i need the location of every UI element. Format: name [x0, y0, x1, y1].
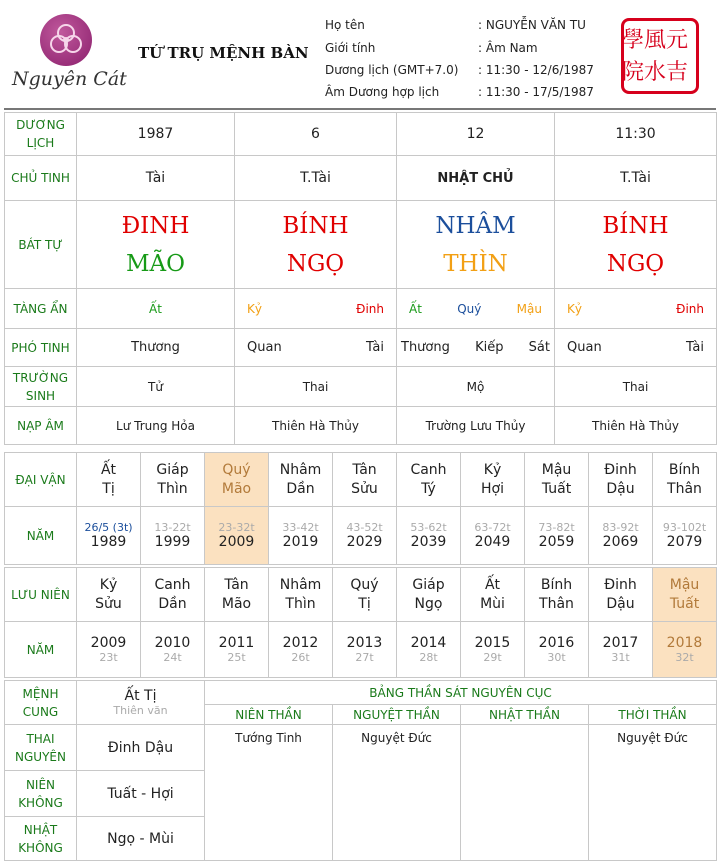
logo-icon	[40, 14, 92, 66]
age-text: 30t	[547, 651, 566, 664]
luu-nien-row	[5, 568, 717, 622]
age-text: 26t	[291, 651, 310, 664]
label-nhat-khong: NHẬT KHÔNG	[5, 817, 77, 861]
pho-tinh-item: Kiếp	[475, 340, 504, 355]
pillar-month	[235, 201, 397, 289]
thai-nguyen-row	[5, 725, 717, 771]
dai-van-cell	[525, 453, 589, 507]
age-text: 23-32t	[218, 521, 255, 534]
chi-text: Hợi	[481, 480, 504, 497]
chi-text: Thìn	[285, 595, 316, 612]
dai-van-cell	[205, 453, 269, 507]
tang-an-cell	[397, 289, 555, 329]
year-text: 2049	[474, 534, 511, 550]
can-text: ĐINH	[121, 212, 190, 239]
dai-van-cell	[333, 453, 397, 507]
age-text: 53-62t	[410, 521, 447, 534]
chi-text: Tị	[358, 595, 371, 612]
than-sat-header: THỜI THẦN	[589, 705, 717, 725]
divider	[4, 108, 716, 110]
chi-text: Dậu	[606, 480, 635, 497]
than-sat-header: NHẬT THẦN	[461, 705, 589, 725]
chi-text: NGỌ	[286, 250, 345, 277]
chi-text: Mão	[221, 595, 252, 612]
row-chu-tinh	[5, 156, 717, 201]
age-text: 32t	[675, 651, 694, 664]
year-text: 2015	[474, 635, 511, 651]
age-text: 31t	[611, 651, 630, 664]
than-sat-header: NGUYỆT THẦN	[333, 705, 461, 725]
dai-van-cell	[141, 453, 205, 507]
label-nap-am: NẠP ÂM	[5, 407, 77, 445]
label-truong-sinh: TRƯỜNG SINH	[5, 367, 77, 407]
pho-tinh-cell	[235, 329, 397, 367]
age-text: 23t	[99, 651, 118, 664]
chi-text: Tuất	[669, 595, 700, 612]
label-luu-nien: LƯU NIÊN	[5, 568, 77, 622]
year-text: 2016	[538, 635, 575, 651]
logo-text: Nguyên Cát	[12, 68, 127, 90]
age-text: 43-52t	[346, 521, 383, 534]
nien-khong-value: Tuất - Hợi	[77, 771, 205, 817]
year-text: 2009	[218, 534, 255, 550]
chi-text: Thìn	[157, 480, 188, 497]
than-sat-value: Nguyệt Đức	[333, 725, 461, 861]
info-label: Họ tên	[325, 18, 365, 32]
age-text: 26/5 (3t)	[84, 521, 133, 534]
age-text: 63-72t	[474, 521, 511, 534]
luu-nien-year-cell	[77, 622, 141, 678]
cell-hour: 11:30	[555, 113, 717, 156]
cell-year: 1987	[77, 113, 235, 156]
row-truong-sinh	[5, 367, 717, 407]
pillar-year	[77, 201, 235, 289]
year-text: 2010	[154, 635, 191, 651]
dai-van-year-cell	[397, 507, 461, 565]
chi-text: Dần	[158, 595, 187, 612]
info-value: : Âm Nam	[478, 41, 538, 55]
year-text: 2017	[602, 635, 639, 651]
truong-sinh-value: Thai	[235, 367, 397, 407]
pho-tinh-item: Quan	[567, 340, 602, 355]
luu-nien-year-cell	[461, 622, 525, 678]
label-dai-van: ĐẠI VẬN	[5, 453, 77, 507]
chu-tinh-value: Tài	[77, 156, 235, 201]
than-sat-value: Nguyệt Đức	[589, 725, 717, 861]
dai-van-year-row	[5, 507, 717, 565]
header	[0, 0, 720, 110]
cell-month: 6	[235, 113, 397, 156]
luu-nien-year-cell	[269, 622, 333, 678]
chi-text: NGỌ	[606, 250, 665, 277]
dai-van-year-cell	[205, 507, 269, 565]
age-text: 93-102t	[662, 521, 707, 534]
tang-an-item: Kỷ	[247, 301, 262, 316]
label-bat-tu: BÁT TỰ	[5, 201, 77, 289]
chi-text: Thân	[667, 480, 702, 497]
dai-van-year-cell	[77, 507, 141, 565]
can-text: Bính	[668, 461, 701, 478]
tang-an-item: Kỷ	[567, 301, 582, 316]
label-nien-khong: NIÊN KHÔNG	[5, 771, 77, 817]
menh-cung-sub: Thiên văn	[113, 704, 168, 717]
than-sat-value	[461, 725, 589, 861]
chi-text: Tị	[102, 480, 115, 497]
menh-cung-cell	[77, 681, 205, 725]
menh-cung-value: Ất Tị	[124, 688, 157, 704]
dai-van-year-cell	[589, 507, 653, 565]
row-tang-an	[5, 289, 717, 329]
nap-am-value: Trường Lưu Thủy	[397, 407, 555, 445]
can-text: Canh	[154, 576, 191, 593]
can-text: Mậu	[669, 576, 700, 593]
info-value: : 11:30 - 17/5/1987	[478, 85, 594, 99]
row-bat-tu	[5, 201, 717, 289]
pho-tinh-item: Quan	[247, 340, 282, 355]
pho-tinh-cell	[555, 329, 717, 367]
tang-an-item: Đinh	[676, 301, 704, 316]
chi-text: Dậu	[606, 595, 635, 612]
dai-van-year-cell	[461, 507, 525, 565]
luu-nien-year-cell	[653, 622, 717, 678]
can-text: Ất	[100, 461, 117, 478]
age-text: 28t	[419, 651, 438, 664]
seal-stamp: 元 吉 風 水 學 院	[621, 18, 699, 94]
age-text: 73-82t	[538, 521, 575, 534]
nap-am-value: Lư Trung Hỏa	[77, 407, 235, 445]
luu-nien-year-cell	[333, 622, 397, 678]
dai-van-year-cell	[269, 507, 333, 565]
luu-nien-year-cell	[397, 622, 461, 678]
can-text: Quý	[350, 576, 379, 593]
label-nam: NĂM	[5, 507, 77, 565]
label-chu-tinh: CHỦ TINH	[5, 156, 77, 201]
info-value: : 11:30 - 12/6/1987	[478, 63, 594, 77]
dai-van-cell	[397, 453, 461, 507]
year-text: 2018	[666, 635, 703, 651]
tang-an-item: Đinh	[356, 301, 384, 316]
can-text: Quý	[222, 461, 251, 478]
tang-an-item: Ất	[409, 301, 422, 316]
dai-van-year-cell	[141, 507, 205, 565]
age-text: 25t	[227, 651, 246, 664]
luu-nien-year-row	[5, 622, 717, 678]
year-text: 2029	[346, 534, 383, 550]
can-text: Kỷ	[99, 576, 118, 593]
year-text: 2014	[410, 635, 447, 651]
can-text: Kỷ	[483, 461, 502, 478]
luu-nien-year-cell	[141, 622, 205, 678]
can-text: Nhâm	[279, 576, 322, 593]
than-sat-value: Tướng Tinh	[205, 725, 333, 861]
nap-am-value: Thiên Hà Thủy	[235, 407, 397, 445]
luu-nien-cell	[525, 568, 589, 622]
pillar-hour	[555, 201, 717, 289]
nhat-khong-value: Ngọ - Mùi	[77, 817, 205, 861]
label-menh-cung: MỆNH CUNG	[5, 681, 77, 725]
year-text: 2069	[602, 534, 639, 550]
chi-text: MÃO	[125, 250, 186, 277]
year-text: 2039	[410, 534, 447, 550]
can-text: Mậu	[541, 461, 572, 478]
year-text: 1989	[90, 534, 127, 550]
dai-van-cell	[589, 453, 653, 507]
can-text: Nhâm	[279, 461, 322, 478]
chi-text: Sửu	[95, 595, 122, 612]
pillar-day	[397, 201, 555, 289]
chi-text: Mùi	[480, 595, 505, 612]
pillars-table	[4, 112, 717, 445]
dai-van-cell	[269, 453, 333, 507]
year-text: 2013	[346, 635, 383, 651]
pho-tinh-item: Tài	[685, 340, 704, 355]
luu-nien-year-cell	[589, 622, 653, 678]
tang-an-cell	[77, 289, 235, 329]
luu-nien-cell	[269, 568, 333, 622]
pho-tinh-item: Tài	[365, 340, 384, 355]
dai-van-cell	[653, 453, 717, 507]
thai-nguyen-value: Đinh Dậu	[77, 725, 205, 771]
chu-tinh-value: T.Tài	[235, 156, 397, 201]
chu-tinh-value: NHẬT CHỦ	[397, 156, 555, 201]
can-text: Giáp	[156, 461, 189, 478]
row-pho-tinh	[5, 329, 717, 367]
label-tang-an: TÀNG ẨN	[5, 289, 77, 329]
dai-van-table	[4, 452, 717, 565]
chi-text: Dần	[286, 480, 315, 497]
than-sat-title: BẢNG THẦN SÁT NGUYÊN CỤC	[205, 681, 717, 705]
pho-tinh-item: Thương	[131, 340, 180, 355]
tang-an-item: Quý	[457, 301, 482, 316]
info-label: Dương lịch (GMT+7.0)	[325, 63, 459, 77]
age-text: 13-22t	[154, 521, 191, 534]
tang-an-item: Mậu	[516, 301, 542, 316]
chi-text: Tuất	[541, 480, 572, 497]
can-text: Tân	[352, 461, 377, 478]
can-text: Tân	[224, 576, 249, 593]
pho-tinh-cell	[77, 329, 235, 367]
truong-sinh-value: Thai	[555, 367, 717, 407]
chi-text: Sửu	[351, 480, 378, 497]
cell-day: 12	[397, 113, 555, 156]
dai-van-year-cell	[653, 507, 717, 565]
tang-an-cell	[555, 289, 717, 329]
age-text: 83-92t	[602, 521, 639, 534]
luu-nien-year-cell	[205, 622, 269, 678]
luu-nien-cell	[205, 568, 269, 622]
can-text: BÍNH	[282, 212, 349, 239]
age-text: 24t	[163, 651, 182, 664]
chi-text: Thân	[539, 595, 574, 612]
dai-van-cell	[77, 453, 141, 507]
luu-nien-table	[4, 567, 717, 678]
truong-sinh-value: Tử	[77, 367, 235, 407]
can-text: Đinh	[604, 461, 637, 478]
year-text: 2079	[666, 534, 703, 550]
luu-nien-cell	[77, 568, 141, 622]
luu-nien-cell	[141, 568, 205, 622]
age-text: 27t	[355, 651, 374, 664]
dai-van-cell	[461, 453, 525, 507]
bottom-table	[4, 680, 717, 861]
pho-tinh-cell	[397, 329, 555, 367]
chi-text: THÌN	[443, 250, 508, 277]
pho-tinh-item: Thương	[401, 340, 450, 355]
info-label: Giới tính	[325, 41, 376, 55]
dai-van-year-cell	[525, 507, 589, 565]
label-thai-nguyen: THAI NGUYÊN	[5, 725, 77, 771]
year-text: 2009	[90, 635, 127, 651]
chi-text: Mão	[221, 480, 252, 497]
can-text: NHÂM	[435, 212, 516, 239]
truong-sinh-value: Mộ	[397, 367, 555, 407]
nap-am-value: Thiên Hà Thủy	[555, 407, 717, 445]
age-text: 29t	[483, 651, 502, 664]
chi-text: Tý	[421, 480, 436, 497]
chu-tinh-value: T.Tài	[555, 156, 717, 201]
year-text: 2059	[538, 534, 575, 550]
label-duong-lich: DƯƠNG LỊCH	[5, 113, 77, 156]
info-label: Âm Dương hợp lịch	[325, 85, 440, 99]
can-text: Canh	[410, 461, 447, 478]
can-text: Bính	[540, 576, 573, 593]
chi-text: Ngọ	[414, 595, 443, 612]
pho-tinh-item: Sát	[528, 340, 550, 355]
row-nap-am	[5, 407, 717, 445]
than-sat-title-row	[5, 681, 717, 705]
luu-nien-cell	[397, 568, 461, 622]
tang-an-item: Ất	[149, 301, 162, 316]
can-text: Giáp	[412, 576, 445, 593]
dai-van-year-cell	[333, 507, 397, 565]
luu-nien-cell	[589, 568, 653, 622]
year-text: 2011	[218, 635, 255, 651]
dai-van-row	[5, 453, 717, 507]
page-title: TỨ TRỤ MỆNH BÀN	[138, 44, 309, 62]
label-pho-tinh: PHÓ TINH	[5, 329, 77, 367]
can-text: BÍNH	[602, 212, 669, 239]
can-text: Đinh	[604, 576, 637, 593]
luu-nien-year-cell	[525, 622, 589, 678]
year-text: 2012	[282, 635, 319, 651]
luu-nien-cell	[461, 568, 525, 622]
age-text: 33-42t	[282, 521, 319, 534]
luu-nien-cell	[333, 568, 397, 622]
luu-nien-cell	[653, 568, 717, 622]
label-nam: NĂM	[5, 622, 77, 678]
info-value: : NGUYỄN VĂN TU	[478, 18, 586, 32]
tang-an-cell	[235, 289, 397, 329]
can-text: Ất	[484, 576, 501, 593]
than-sat-header: NIÊN THẦN	[205, 705, 333, 725]
year-text: 2019	[282, 534, 319, 550]
year-text: 1999	[154, 534, 191, 550]
row-duong-lich	[5, 113, 717, 156]
